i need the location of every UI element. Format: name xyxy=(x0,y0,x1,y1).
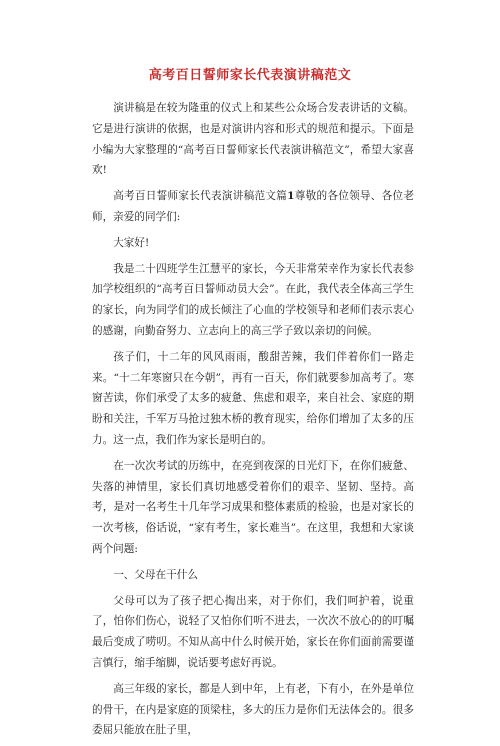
paragraph-intro: 演讲稿是在较为隆重的仪式上和某些公众场合发表讲话的文稿。它是进行演讲的依据，也是对演讲内容和形式的规范和提示。下面是小编为大家整理的“高考百日誓师家长代表演讲稿范文”，希望大家喜欢! xyxy=(92,102,414,177)
document-title: 高考百日誓师家长代表演讲稿范文 xyxy=(148,68,352,83)
greeting-suffix: 尊敬的各位领导、各位老师，亲爱的同学们: xyxy=(92,190,415,223)
paragraph-greeting-heading xyxy=(92,186,414,228)
greeting-prefix: 高考百日誓师家长代表演讲稿范文篇 xyxy=(113,190,288,203)
paragraph-senior-parents: 高三年级的家长，都是人到中年，上有老，下有小，在外是单位的骨干，在内是家庭的顶梁柱，多大的压力是你们无法体会的。很多委屈只能放在肚子里， xyxy=(92,682,414,737)
paragraph-parents: 父母可以为了孩子把心掏出来，对于你们，我们呵护着，说重了，怕你们伤心，说轻了又怕你们听不进去，一次次不放心的的叮嘱最后变成了唠叨。不知从高中什么时候开始，家长在你们面前需要谨言慎行，缩手缩脚，说话要考虑好再说。 xyxy=(92,594,414,669)
paragraph-exams: 在一次次考试的历练中，在亮到夜深的日光灯下，在你们疲惫、失落的神情里，家长们真切地感受着你们的艰辛、坚韧、坚持。高考，是对一名考生十几年学习成果和整体素质的检验，也是对家长的一次考核，俗话说，“家有考生，家长难当”。在这里，我想和大家谈两个问题: xyxy=(92,459,414,555)
document-body xyxy=(92,98,414,746)
section-heading-parents: 一、父母在干什么 xyxy=(113,568,198,581)
greeting-number: 1 xyxy=(287,190,295,203)
paragraph-self-intro: 我是二十四班学生江慧平的家长，今天非常荣幸作为家长代表参加学校组织的“高考百日誓师动员大会”。在此，我代表全体高三学生的家长，向为同学们的成长倾注了心血的学校领导和老师们表示衷心的感谢，向勤奋努力、立志向上的高三学子致以亲切的问候。 xyxy=(92,262,414,337)
paragraph-hello: 大家好! xyxy=(113,236,150,249)
paragraph-children: 孩子们，十二年的风风雨雨，酸甜苦辣，我们伴着你们一路走来。“十二年寒窗只在今朝”，再有一百天，你们就要参加高考了。寒窗苦读，你们承受了太多的疲惫、焦虑和艰辛，来自社会、家庭的期盼和关注，千军万马抢过独木桥的教育现实，给你们增加了太多的压力。这一点，我们作为家长是明白的。 xyxy=(92,350,414,446)
